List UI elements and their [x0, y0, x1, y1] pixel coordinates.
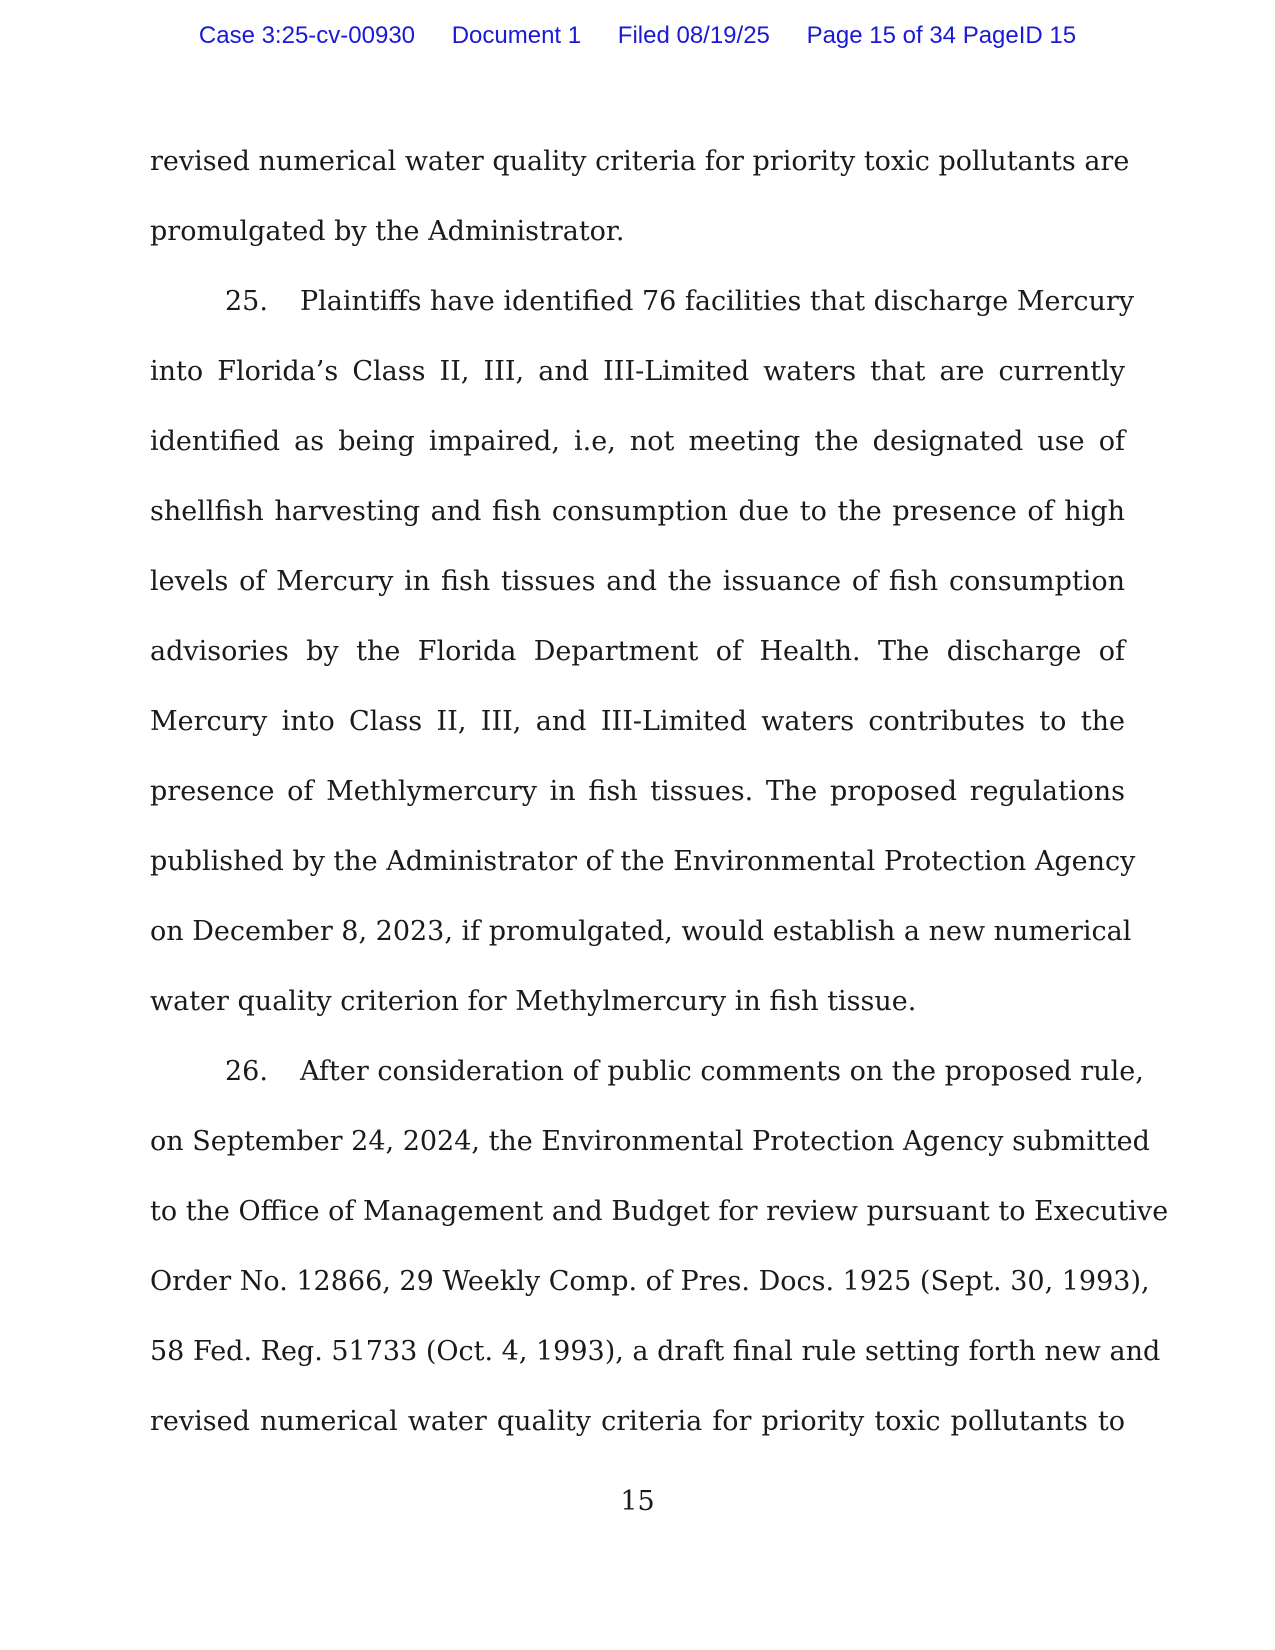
- paragraph-number: 26.: [225, 1056, 268, 1087]
- text-line: revised numerical water quality criteria for priority toxic pollutants are: [150, 146, 1130, 177]
- text-line: on December 8, 2023, if promulgated, would establish a new numerical: [150, 916, 1132, 947]
- document-body: [150, 127, 1169, 1457]
- text-line: After consideration of public comments on the proposed rule,: [300, 1056, 1144, 1087]
- text-line: 58 Fed. Reg. 51733 (Oct. 4, 1993), a draft final rule setting forth new and: [150, 1336, 1161, 1367]
- text-line: published by the Administrator of the Environmental Protection Agency: [150, 846, 1136, 877]
- text-line: advisories by the Florida Department of Health. The discharge of: [150, 636, 1125, 667]
- text-line: on September 24, 2024, the Environmental Protection Agency submitted: [150, 1126, 1150, 1157]
- document-number: Document 1: [451, 22, 582, 49]
- text-line: into Florida’s Class II, III, and III-Limited waters that are currently: [150, 356, 1125, 387]
- text-line: water quality criterion for Methylmercury in fish tissue.: [150, 986, 917, 1017]
- text-line: Order No. 12866, 29 Weekly Comp. of Pres. Docs. 1925 (Sept. 30, 1993),: [150, 1266, 1150, 1297]
- text-line: Plaintiffs have identified 76 facilities that discharge Mercury: [300, 286, 1135, 317]
- text-line: to the Office of Management and Budget for review pursuant to Executive: [150, 1196, 1169, 1227]
- text-line: identified as being impaired, i.e, not meeting the designated use of: [150, 426, 1125, 457]
- text-line: Mercury into Class II, III, and III-Limited waters contributes to the: [150, 706, 1125, 737]
- case-header: [0, 22, 1275, 50]
- text-line: revised numerical water quality criteria for priority toxic pollutants to: [150, 1406, 1125, 1437]
- text-line: levels of Mercury in fish tissues and the issuance of fish consumption: [150, 566, 1125, 597]
- paragraph-25-first-line: [150, 267, 1135, 337]
- page-number: 15: [620, 1486, 655, 1517]
- case-number: Case 3:25-cv-00930: [198, 22, 416, 49]
- paragraph-number: 25.: [225, 286, 268, 317]
- text-line: promulgated by the Administrator.: [150, 216, 625, 247]
- page-info: Page 15 of 34 PageID 15: [806, 22, 1077, 49]
- filed-date: Filed 08/19/25: [617, 22, 770, 49]
- paragraph-26-first-line: [150, 1037, 1144, 1107]
- text-line: shellfish harvesting and fish consumption due to the presence of high: [150, 496, 1125, 527]
- text-line: presence of Methlymercury in fish tissues. The proposed regulations: [150, 776, 1125, 807]
